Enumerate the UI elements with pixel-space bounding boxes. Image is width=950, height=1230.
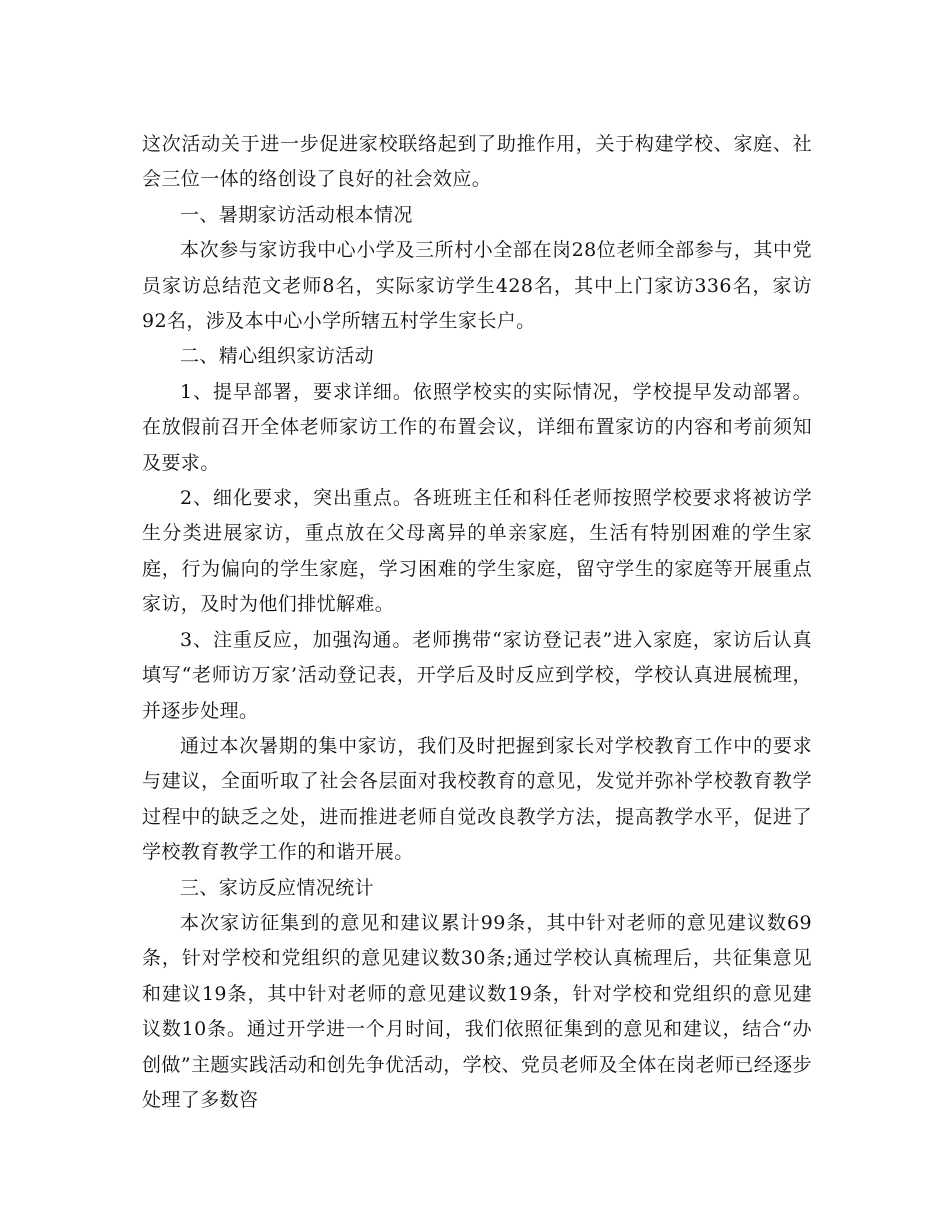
- paragraph: 3、注重反应，加强沟通。老师携带“家访登记表”进入家庭，家访后认真填写“老师访万家’活动登记表，开学后及时反应到学校，学校认真进展梳理，并逐步处理。: [142, 628, 812, 722]
- section-heading-3: 三、家访反应情况统计: [180, 876, 375, 899]
- paragraph-intro: 这次活动关于进一步促进家校联络起到了助推作用，关于构建学校、家庭、社会三位一体的络创设了良好的社会效应。: [142, 133, 812, 191]
- section-heading-2: 二、精心组织家访活动: [180, 345, 375, 368]
- paragraph: 通过本次暑期的集中家访，我们及时把握到家长对学校教育工作中的要求与建议，全面听取了社会各层面对我校教育的意见，发觉并弥补学校教育教学过程中的缺乏之处，进而推进老师自觉改良教学方法，提高教学水平，促进了学校教育教学工作的和谐开展。: [142, 734, 812, 864]
- paragraph: 本次家访征集到的意见和建议累计99条，其中针对老师的意见建议数69条，针对学校和党组织的意见建议数30条;通过学校认真梳理后，共征集意见和建议19条，其中针对老师的意见建议数19条，针对学校和党组织的意见建议数10条。通过开学进一个月时间，我们依照征集到的意见和建议，结合“办创做”主题实践活动和创先争优活动，学校、党员老师及全体在岗老师已经逐步处理了多数咨: [142, 911, 812, 1111]
- paragraph: 2、细化要求，突出重点。各班班主任和科任老师按照学校要求将被访学生分类进展家访，重点放在父母离异的单亲家庭，生活有特别困难的学生家庭，行为偏向的学生家庭，学习困难的学生家庭，留守学生的家庭等开展重点家访，及时为他们排忧解难。: [142, 487, 812, 616]
- document-body: [142, 127, 812, 1118]
- paragraph: 本次参与家访我中心小学及三所村小全部在岗28位老师全部参与，其中党员家访总结范文老师8名，实际家访学生428名，其中上门家访336名，家访92名，涉及本中心小学所辖五村学生家长户。: [142, 239, 812, 333]
- section-heading-1: 一、暑期家访活动根本情况: [180, 203, 413, 226]
- paragraph: 1、提早部署，要求详细。依照学校实的实际情况，学校提早发动部署。在放假前召开全体老师家访工作的布置会议，详细布置家访的内容和考前须知及要求。: [142, 380, 812, 474]
